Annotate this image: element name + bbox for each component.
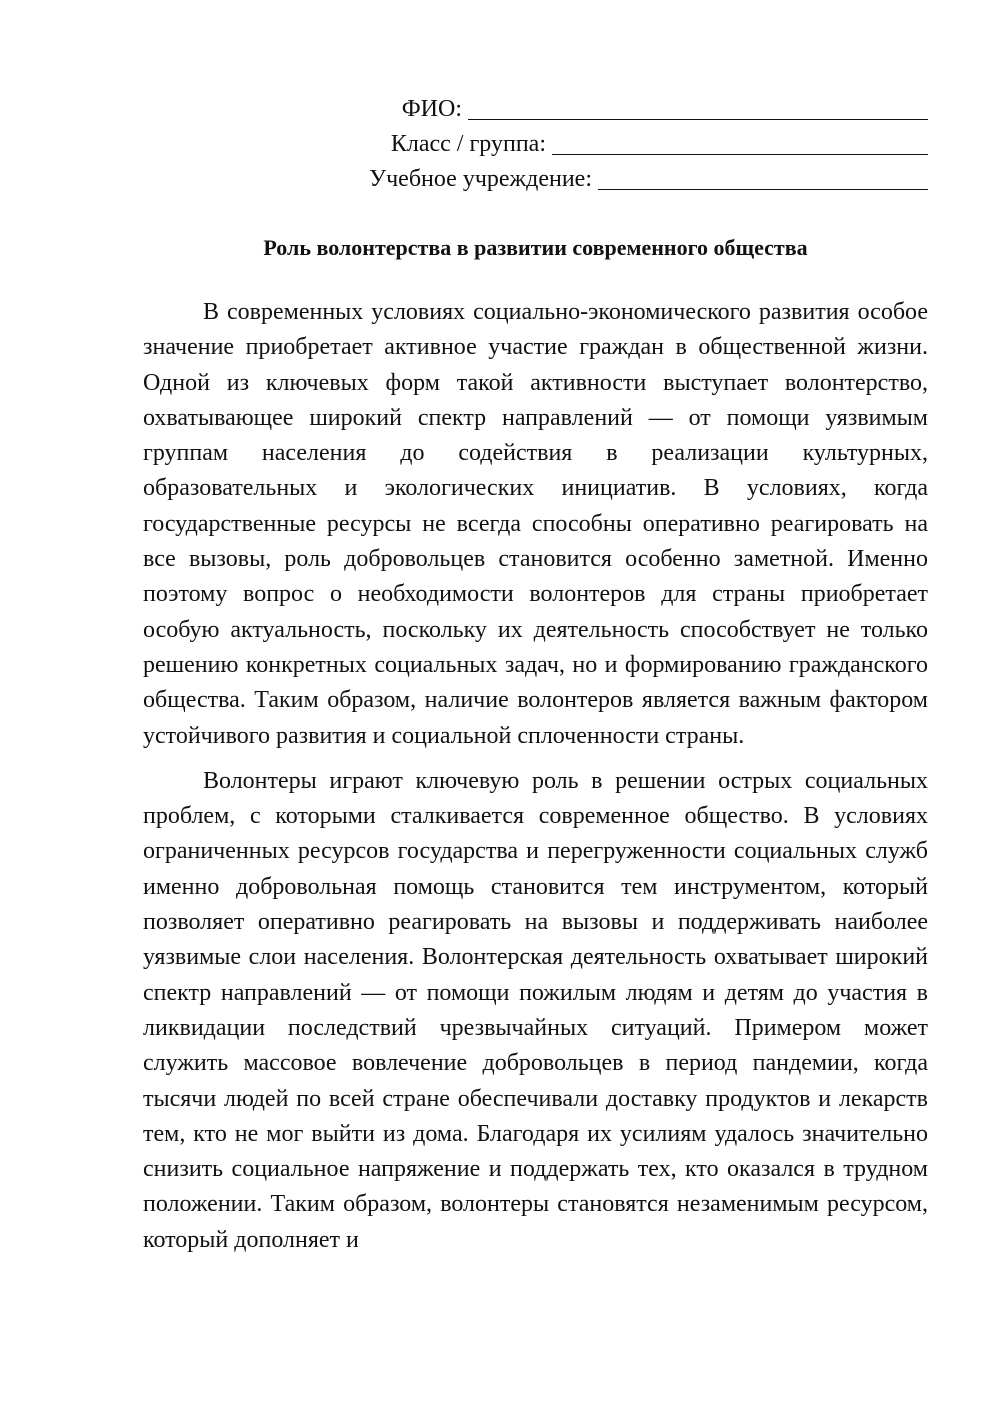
fio-row <box>328 92 928 127</box>
essay-title: Роль волонтерства в развитии современного общества <box>263 235 808 260</box>
fio-label: ФИО: <box>401 96 462 122</box>
paragraph-2: Волонтеры играют ключевую роль в решении острых социальных проблем, с которыми сталкивается современное общество. В условиях ограниченных ресурсов государства и перегруженности социальных служб именно добровольная помощь становится тем инструментом, который позволяет оперативно реагировать на вызовы и поддерживать наиболее уязвимые слои населения. Волонтерская деятельность охватывает широкий спектр направлений — от помощи пожилым людям и детям до участия в ликвидации последствий чрезвычайных ситуаций. Примером может служить массовое вовлечение добровольцев в период пандемии, когда тысячи людей по всей стране обеспечивали доставку продуктов и лекарств тем, кто не мог выйти из дома. Благодаря их усилиям удалось значительно снизить социальное напряжение и поддержать тех, кто оказался в трудном положении. Таким образом, волонтеры становятся незаменимым ресурсом, который дополняет и <box>143 767 928 1253</box>
class-row <box>328 127 928 162</box>
class-blank-line <box>552 130 928 155</box>
fio-blank-line <box>468 95 928 120</box>
class-label: Класс / группа: <box>390 131 546 157</box>
institution-row <box>328 162 928 197</box>
student-info-header <box>328 92 928 197</box>
institution-blank-line <box>598 165 928 190</box>
institution-label: Учебное учреждение: <box>369 166 592 192</box>
essay-body <box>143 295 928 1258</box>
paragraph-1: В современных условиях социально-экономического развития особое значение приобретает активное участие граждан в общественной жизни. Одной из ключевых форм такой активности выступает волонтерство, охватывающее широкий спектр направлений — от помощи уязвимым группам населения до содействия в реализации культурных, образовательных и экологических инициатив. В условиях, когда государственные ресурсы не всегда способны оперативно реагировать на все вызовы, роль добровольцев становится особенно заметной. Именно поэтому вопрос о необходимости волонтеров для страны приобретает особую актуальность, поскольку их деятельность способствует не только решению конкретных социальных задач, но и формированию гражданского общества. Таким образом, наличие волонтеров является важным фактором устойчивого развития и социальной сплоченности страны. <box>143 299 928 749</box>
